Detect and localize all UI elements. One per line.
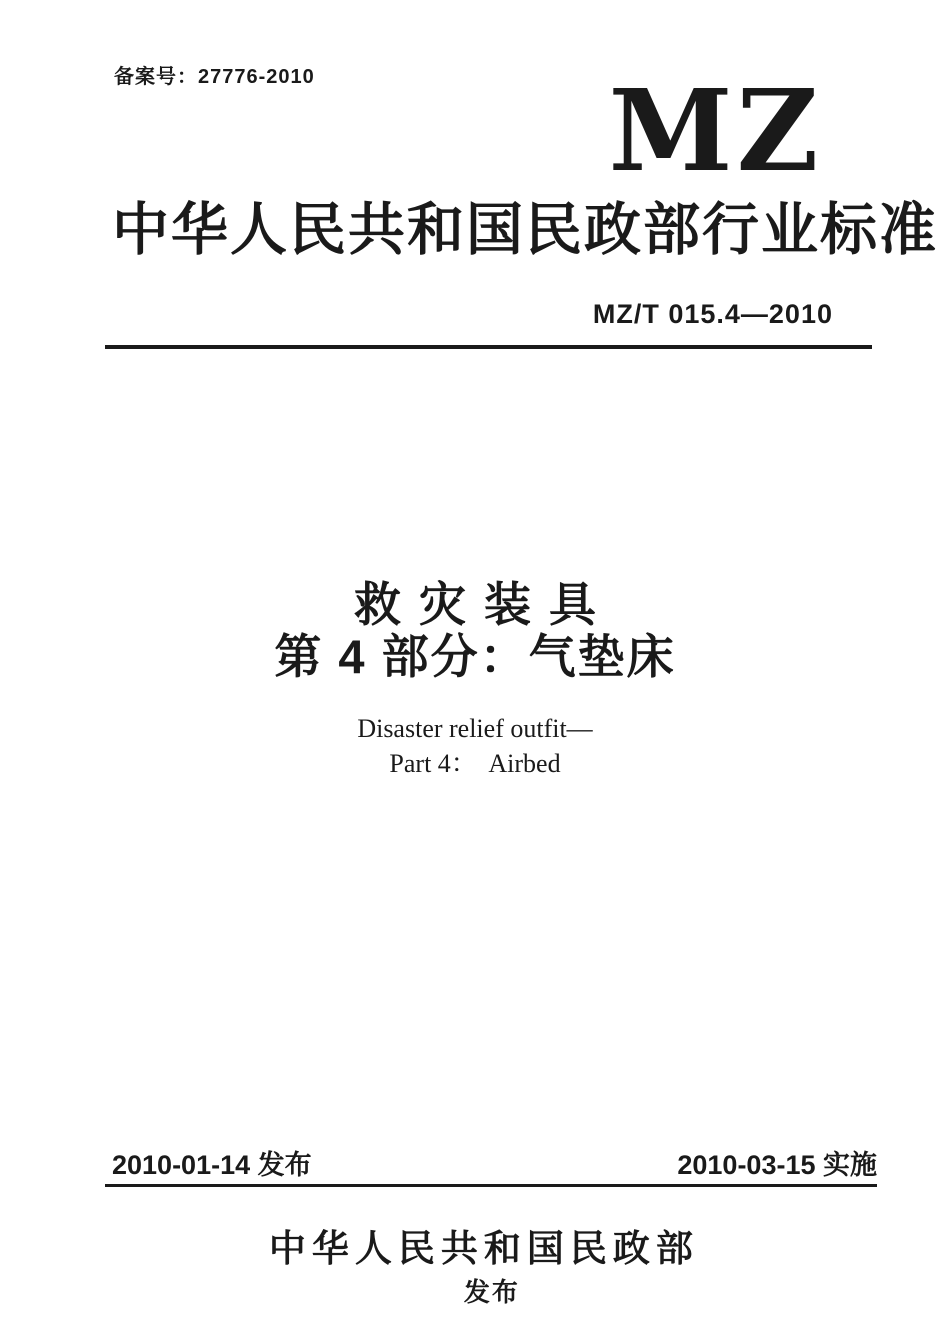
document-title-cn-line2: 第 4 部分：气垫床 xyxy=(274,630,676,683)
publisher-action-label: 发布 xyxy=(463,1277,520,1307)
issue-date: 2010-01-14 发布 xyxy=(112,1150,312,1180)
implementation-date: 2010-03-15 实施 xyxy=(677,1150,877,1180)
footer-divider-line xyxy=(105,1184,877,1187)
document-title-en-line1: Disaster relief outfit— xyxy=(357,714,593,743)
header-divider-line xyxy=(105,345,872,349)
record-number: 备案号：27776-2010 xyxy=(114,66,315,88)
mz-logo: MZ xyxy=(608,66,823,197)
publisher-row xyxy=(0,1200,950,1327)
document-title-en-line2: Part 4： Airbed xyxy=(389,749,561,778)
dates-row xyxy=(112,1150,877,1180)
standard-code: MZ/T 015.4—2010 xyxy=(592,299,833,329)
standard-body-title: 中华人民共和国民政部行业标准 xyxy=(112,198,938,262)
document-title-cn-line1: 救灾装具 xyxy=(354,578,614,631)
publisher-name: 中华人民共和国民政部 xyxy=(268,1228,699,1269)
